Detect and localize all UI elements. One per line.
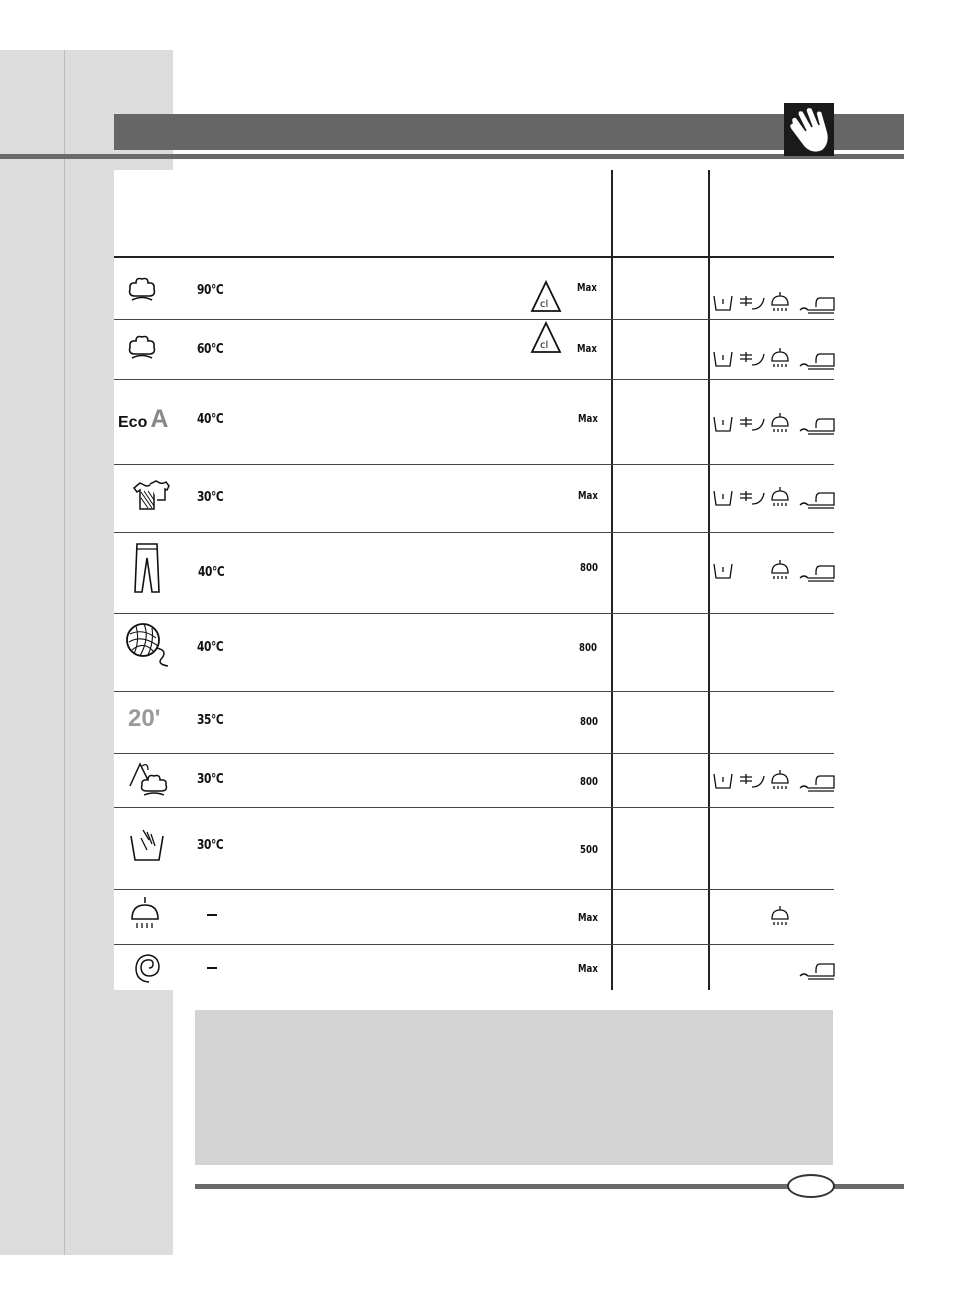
temperature-label	[207, 914, 217, 916]
spin-speed: Max	[578, 412, 598, 425]
row-divider	[114, 753, 834, 754]
mixed-clothes-icon	[130, 478, 170, 512]
tub-icon	[714, 774, 732, 788]
care-symbols	[712, 485, 836, 511]
row-divider	[114, 532, 834, 533]
care-symbols	[712, 558, 836, 584]
fast-spin-icon	[740, 296, 764, 309]
row-divider	[114, 379, 834, 380]
note-box	[195, 1010, 833, 1165]
wool-icon	[124, 620, 172, 668]
bleach-label: cl	[540, 299, 549, 310]
spin-icon	[132, 952, 166, 984]
delicate-icon	[128, 760, 170, 798]
cotton-icon	[126, 275, 158, 305]
care-symbols	[712, 411, 836, 437]
temperature-label: 60°C	[197, 342, 224, 357]
shower-icon	[772, 906, 788, 925]
tub-icon	[714, 564, 732, 578]
tub-icon	[714, 296, 732, 310]
spin-speed: 500	[580, 843, 598, 856]
eco-icon	[118, 405, 168, 434]
temperature-label: 40°C	[197, 412, 224, 427]
hand-icon	[784, 103, 834, 156]
column-divider-1	[611, 170, 613, 990]
tub-icon	[714, 417, 732, 431]
table-header-rule	[114, 256, 834, 258]
temperature-label: 35°C	[197, 713, 224, 728]
bleach-label: cl	[540, 340, 549, 351]
header-rule	[0, 154, 904, 159]
fast-spin-icon	[740, 774, 764, 787]
spin-speed: Max	[577, 281, 597, 294]
page-number-oval	[787, 1174, 835, 1198]
cotton-icon	[126, 333, 158, 363]
care-symbols	[712, 904, 836, 930]
temperature-label: 30°C	[197, 838, 224, 853]
column-divider-2	[708, 170, 710, 990]
chlorine-bleach-icon	[530, 280, 562, 313]
temperature-label	[207, 967, 217, 969]
iron-icon	[800, 298, 834, 313]
temperature-label: 40°C	[198, 565, 225, 580]
row-divider	[114, 807, 834, 808]
iron-icon	[800, 354, 834, 369]
tub-icon	[714, 352, 732, 366]
iron-icon	[800, 566, 834, 581]
shower-icon	[772, 560, 788, 579]
temperature-label: 30°C	[197, 772, 224, 787]
row-divider	[114, 889, 834, 890]
eco-grade: A	[150, 405, 169, 433]
eco-label: Eco	[118, 414, 148, 431]
fast-spin-icon	[740, 417, 764, 430]
temperature-label: 90°C	[197, 283, 224, 298]
quick-wash-icon: 20'	[128, 705, 161, 732]
spin-speed: Max	[578, 489, 598, 502]
spin-speed: 800	[580, 775, 598, 788]
row-divider	[114, 613, 834, 614]
side-divider	[64, 50, 65, 1255]
handwash-icon	[129, 826, 165, 862]
row-divider	[114, 691, 834, 692]
temperature-label: 40°C	[197, 640, 224, 655]
row-divider	[114, 464, 834, 465]
spin-speed: Max	[578, 962, 598, 975]
temperature-label: 30°C	[197, 490, 224, 505]
iron-icon	[800, 964, 834, 979]
shower-icon	[772, 487, 788, 506]
spin-speed: 800	[579, 641, 597, 654]
tub-icon	[714, 491, 732, 505]
fast-spin-icon	[740, 491, 764, 504]
shower-icon	[772, 413, 788, 432]
iron-icon	[800, 776, 834, 791]
care-symbols	[712, 956, 836, 982]
spin-speed: 800	[580, 561, 598, 574]
spin-speed: Max	[578, 911, 598, 924]
shower-icon	[772, 770, 788, 789]
fast-spin-icon	[740, 352, 764, 365]
jeans-icon	[133, 542, 161, 594]
care-symbols	[712, 768, 836, 794]
care-symbols	[712, 290, 836, 316]
care-symbols	[712, 346, 836, 372]
shower-icon	[772, 348, 788, 367]
rinse-icon	[129, 895, 161, 931]
spin-speed: Max	[577, 342, 597, 355]
row-divider	[114, 319, 834, 320]
iron-icon	[800, 493, 834, 508]
iron-icon	[800, 419, 834, 434]
row-divider	[114, 944, 834, 945]
spin-speed: 800	[580, 715, 598, 728]
chlorine-bleach-icon	[530, 321, 562, 354]
shower-icon	[772, 292, 788, 311]
